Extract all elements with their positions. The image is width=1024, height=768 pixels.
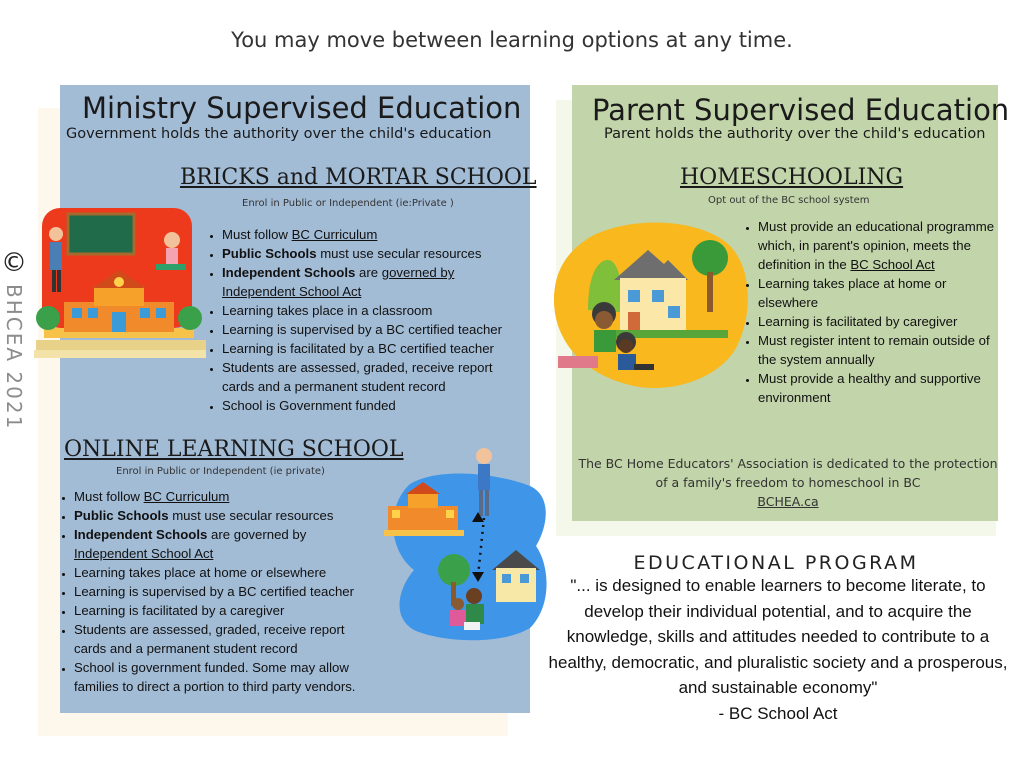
homeschooling-illustration	[548, 214, 754, 394]
parent-title: Parent Supervised Education	[592, 93, 1010, 127]
list-item	[758, 274, 998, 312]
list-item	[74, 658, 378, 696]
item-text: Must follow	[74, 489, 144, 504]
online-heading: ONLINE LEARNING SCHOOL	[64, 437, 404, 462]
list-item	[758, 369, 998, 407]
list-item	[222, 320, 528, 339]
school-type-label: Public Schools	[74, 508, 169, 523]
list-item	[74, 506, 378, 525]
list-item	[222, 396, 528, 415]
list-item	[222, 263, 528, 301]
act-link[interactable]: BC School Act	[850, 257, 935, 272]
item-text: must use secular resources	[168, 508, 334, 523]
item-text: Learning takes place at home or elsewhere	[758, 276, 947, 310]
ministry-title: Ministry Supervised Education	[82, 91, 522, 125]
school-type-label: Independent Schools	[222, 265, 356, 280]
list-item	[222, 301, 528, 320]
headline: You may move between learning options at any time.	[231, 28, 793, 52]
item-text: Learning is facilitated by a BC certified teacher	[222, 341, 494, 356]
list-item	[758, 312, 998, 331]
list-item	[74, 563, 378, 582]
list-item	[74, 525, 378, 563]
item-text: Must follow	[222, 227, 292, 242]
online-list	[60, 487, 378, 696]
homeschool-list-container	[744, 217, 998, 407]
item-text: Students are assessed, graded, receive report cards and a permanent student record	[222, 360, 493, 394]
item-text: Learning is supervised by a BC certified teacher	[74, 584, 355, 599]
item-text: Students are assessed, graded, receive report cards and a permanent student record	[74, 622, 345, 656]
act-link[interactable]: Independent School Act	[74, 546, 214, 561]
item-text: are governed by	[207, 527, 307, 542]
educational-program-heading: EDUCATIONAL PROGRAM	[633, 552, 919, 574]
bricks-heading: BRICKS and MORTAR SCHOOL	[180, 165, 537, 190]
school-type-label: Independent Schools	[74, 527, 208, 542]
item-text: Must register intent to remain outside of the system annually	[758, 333, 990, 367]
online-note: Enrol in Public or Independent (ie private)	[116, 466, 325, 477]
list-item	[222, 225, 528, 244]
item-text: School is Government funded	[222, 398, 396, 413]
bricks-list	[208, 225, 528, 415]
act-link[interactable]: BC Curriculum	[143, 489, 230, 504]
list-item	[222, 339, 528, 358]
item-text: Learning is facilitated by caregiver	[758, 314, 958, 329]
quote-attribution: - BC School Act	[718, 703, 838, 723]
homeschool-list	[744, 217, 998, 407]
homeschool-note: Opt out of the BC school system	[708, 195, 870, 206]
parent-subtitle: Parent holds the authority over the child's education	[604, 126, 986, 142]
item-text: Learning is facilitated by a caregiver	[74, 603, 285, 618]
item-text: Must provide a healthy and supportive environment	[758, 371, 981, 405]
bchea-link[interactable]: BCHEA.ca	[757, 494, 819, 509]
online-learning-illustration	[380, 446, 552, 646]
school-type-label: Public Schools	[222, 246, 317, 261]
act-link[interactable]: BC Curriculum	[291, 227, 378, 242]
copyright-watermark	[0, 250, 36, 430]
quote-text: "... is designed to enable learners to become literate, to develop their individual potential, and to acquire the knowledge, skills and attitudes needed to contribute to a healthy, democratic, and pluralistic society and a prosperous, and sustainable economy"	[548, 576, 1008, 697]
association-text: The BC Home Educators' Association is dedicated to the protection of a family's freedom to homeschool in BC	[578, 456, 998, 490]
item-text: Must provide an educational programme which, in parent's opinion, meets the definition in the	[758, 219, 995, 272]
item-text: are	[355, 265, 382, 280]
item-text: Learning is supervised by a BC certified teacher	[222, 322, 503, 337]
list-item	[74, 601, 378, 620]
list-item	[758, 331, 998, 369]
item-text: School is government funded. Some may allow families to direct a portion to third party vendors.	[74, 660, 356, 694]
school-classroom-illustration	[34, 204, 206, 364]
copyright-text: BHCEA 2021	[2, 284, 26, 431]
homeschool-heading: HOMESCHOOLING	[680, 165, 904, 190]
act-link[interactable]: governed by Independent School Act	[222, 265, 455, 299]
item-text: must use secular resources	[316, 246, 482, 261]
online-list-container	[60, 487, 378, 696]
list-item	[758, 217, 998, 274]
educational-program-quote	[548, 573, 1008, 726]
list-item	[74, 620, 378, 658]
ministry-subtitle: Government holds the authority over the child's education	[66, 126, 492, 142]
list-item	[74, 487, 378, 506]
list-item	[222, 244, 528, 263]
item-text: Learning takes place in a classroom	[222, 303, 433, 318]
association-statement	[578, 454, 998, 511]
bricks-list-container	[208, 225, 528, 415]
bricks-note: Enrol in Public or Independent (ie:Private )	[242, 198, 454, 209]
copyright-icon: ©	[1, 248, 27, 278]
list-item	[222, 358, 528, 396]
item-text: Learning takes place at home or elsewhere	[74, 565, 327, 580]
list-item	[74, 582, 378, 601]
